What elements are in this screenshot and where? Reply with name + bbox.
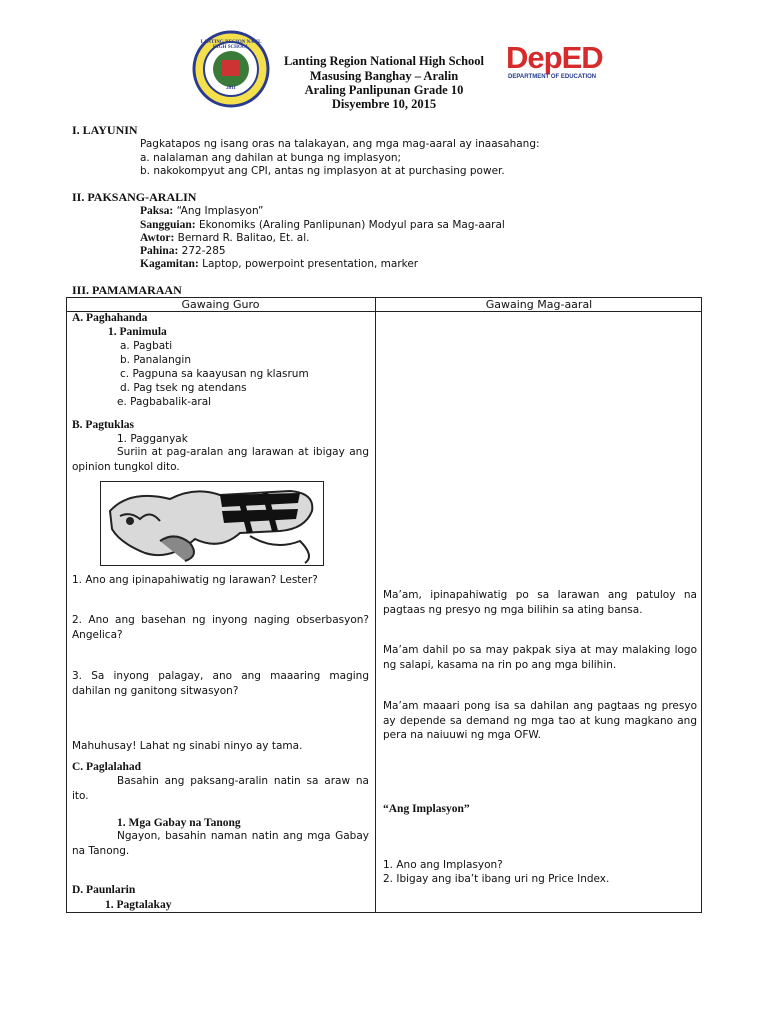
gabay-na-tanong-heading: 1. Mga Gabay na Tanong xyxy=(117,817,241,829)
paglalahad-heading: C. Paglalahad xyxy=(72,761,142,773)
school-logo-text-top: LANTING REGION NAT'L HIGH SCHOOL xyxy=(200,40,262,50)
sangguian-line xyxy=(140,218,505,232)
col-header-guro: Gawaing Guro xyxy=(181,298,260,311)
awtor-line xyxy=(140,231,309,245)
topic-title-implasyon: “Ang Implasyon” xyxy=(383,803,470,815)
ngayon-instruction: Ngayon, basahin naman natin ang mga Gabay na Tanong. xyxy=(72,830,369,857)
answer-3: Ma’am maaari pong isa sa dahilan ang pagtaas ng presyo ay depende sa demand ng mga tao at kung magkano ang pera na naiuuwi ng mga OFW. xyxy=(383,700,697,741)
paunlarin-heading: D. Paunlarin xyxy=(72,884,136,896)
panimula-c: c. Pagpuna sa kaayusan ng klasrum xyxy=(120,368,309,380)
deped-logo-subtext: DEPARTMENT OF EDUCATION xyxy=(508,74,597,80)
paghahanda-heading: A. Paghahanda xyxy=(72,312,148,324)
inflation-cartoon-image xyxy=(100,481,324,566)
panimula-a: a. Pagbati xyxy=(120,340,173,352)
question-3: 3. Sa inyong palagay, ano ang maaaring maging dahilan ng ganitong sitwasyon? xyxy=(72,670,369,697)
pahina-value: 272-285 xyxy=(178,245,226,257)
sangguian-value: Ekonomiks (Araling Panlipunan) Modyul para sa Mag-aaral xyxy=(195,219,505,231)
layunin-b: b. nakokompyut ang CPI, antas ng implasyon at at purchasing power. xyxy=(140,165,505,177)
question-2: 2. Ano ang basehan ng inyong naging obserbasyon? Angelica? xyxy=(72,614,369,641)
kagamitan-line xyxy=(140,257,418,271)
table-column-divider xyxy=(375,297,376,913)
lesson-date: Disyembre 10, 2015 xyxy=(331,97,437,111)
layunin-a: a. nalalaman ang dahilan at bunga ng implasyon; xyxy=(140,152,402,164)
pahina-line xyxy=(140,244,226,258)
table-header-divider xyxy=(66,311,702,312)
question-1: 1. Ano ang ipinapahiwatig ng larawan? Lester? xyxy=(72,574,318,586)
kagamitan-value: Laptop, powerpoint presentation, marker xyxy=(198,258,419,270)
kagamitan-label: Kagamitan: xyxy=(140,258,199,270)
praise-statement: Mahuhusay! Lahat ng sinabi ninyo ay tama. xyxy=(72,740,303,752)
awtor-label: Awtor: xyxy=(140,232,175,244)
pagtuklas-heading: B. Pagtuklas xyxy=(72,419,134,431)
section-layunin-heading: I. LAYUNIN xyxy=(72,123,138,137)
awtor-value: Bernard R. Balitao, Et. al. xyxy=(174,232,310,244)
answer-1: Ma’am, ipinapahiwatig po sa larawan ang patuloy na pagtaas ng presyo ng mga bilihin sa ating bansa. xyxy=(383,589,697,616)
lesson-plan-title: Masusing Banghay – Aralin xyxy=(309,69,459,83)
basahin-instruction: Basahin ang paksang-aralin natin sa araw na ito. xyxy=(72,775,369,802)
panimula-b: b. Panalangin xyxy=(120,354,191,366)
paksa-line xyxy=(140,204,263,218)
guide-question-1: 1. Ano ang Implasyon? xyxy=(383,859,503,871)
pahina-label: Pahina: xyxy=(140,245,179,257)
paksa-value: “Ang Implasyon” xyxy=(173,205,264,217)
school-logo-year: 2011 xyxy=(226,86,236,91)
panimula-heading: 1. Panimula xyxy=(108,326,167,338)
pagganyak: 1. Pagganyak xyxy=(117,433,188,445)
panimula-d: d. Pag tsek ng atendans xyxy=(120,382,247,394)
school-name: Lanting Region National High School xyxy=(283,54,485,68)
panimula-e: e. Pagbabalik-aral xyxy=(117,396,212,408)
pagtalakay-heading: 1. Pagtalakay xyxy=(105,899,172,911)
suriin-instruction: Suriin at pag-aralan ang larawan at ibigay ang opinion tungkol dito. xyxy=(72,446,369,473)
section-paksang-aralin-heading: II. PAKSANG-ARALIN xyxy=(72,190,197,204)
col-header-magaaral: Gawaing Mag-aaral xyxy=(485,298,593,311)
sangguian-label: Sangguian: xyxy=(140,219,196,231)
section-pamamaraan-heading: III. PAMAMARAAN xyxy=(72,283,182,297)
subject-grade: Araling Panlipunan Grade 10 xyxy=(304,83,464,97)
layunin-intro: Pagkatapos ng isang oras na talakayan, ang mga mag-aaral ay inaasahang: xyxy=(140,138,540,150)
answer-2: Ma’am dahil po sa may pakpak siya at may malaking logo ng salapi, kasama na rin po ang mga bilihin. xyxy=(383,644,697,671)
deped-logo-text: DepED xyxy=(506,40,603,75)
guide-question-2: 2. Ibigay ang iba’t ibang uri ng Price Index. xyxy=(383,873,610,885)
paksa-label: Paksa: xyxy=(140,205,174,217)
